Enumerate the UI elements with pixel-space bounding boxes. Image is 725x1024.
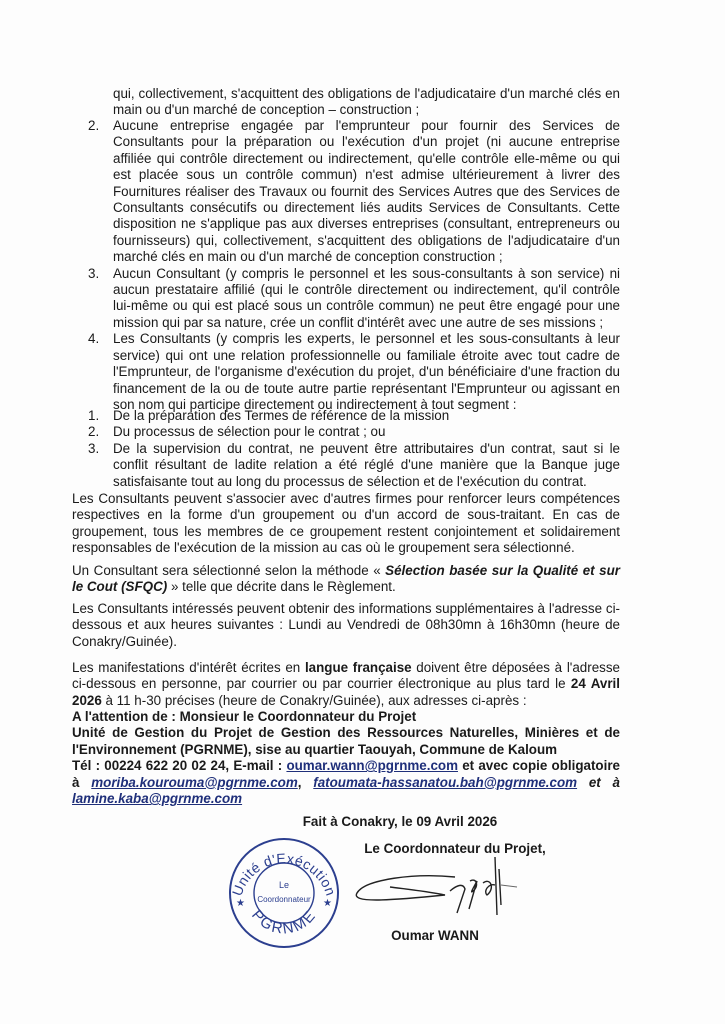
language: langue française [304,660,412,675]
list-item: 3. De la supervision du contrat, ne peuvent être attributaires d'un contrat, saut si le conflit résultant de ladite relation a été réglé d'une manière que la Banque juge satisfaisante tout au long du processus de sélection et de l'exécution du contrat. [88,440,620,489]
groupement-paragraph: Les Consultants peuvent s'associer avec d'autres firmes pour renforcer leurs compétences respectives en la forme d'un groupement ou d'un accord de sous-traitant. En cas de groupement, tous les membres de ce groupement restent conjointement et solidairement responsables de l'exécution de la mission au cas où le groupement sera sélectionné. [72,491,620,556]
continuation-text: qui, collectivement, s'acquittent des obligations de l'adjudicataire d'un marché clés en main ou d'un marché de conception – construction ; [113,86,620,118]
list-item: 1. De la préparation des Termes de référence de la mission [88,408,450,423]
segment-list [72,408,620,490]
svg-text:Coordonnateur: Coordonnateur [257,895,311,904]
svg-text:PGRNME: PGRNME [248,906,320,938]
email-link-cc1[interactable]: moriba.kourouma@pgrnme.com [91,774,298,790]
contact-line: Tél : 00224 622 20 02 24, E-mail : oumar.wann@pgrnme.com et avec copie obligatoire à moriba.kourouma@pgrnme.com, fatoumata-hassanatou.bah@pgrnme.com et à lamine.kaba@pgrnme.com [72,758,620,807]
signature-icon [345,855,520,925]
selection-method: Sélection basée sur la Qualité et sur le Cout (SFQC) [72,563,620,595]
svg-text:Le: Le [278,880,290,890]
list-item: 2. Du processus de sélection pour le contrat ; ou [88,424,386,440]
email-link-main[interactable]: oumar.wann@pgrnme.com [286,758,458,774]
svg-text:Unité d'Exécution: Unité d'Exécution [228,850,340,898]
attention-line: A l'attention de : Monsieur le Coordonnateur du Projet [72,709,417,724]
svg-text:★: ★ [323,898,332,909]
email-link-cc2[interactable]: fatoumata-hassanatou.bah@pgrnme.com [313,774,578,790]
address-block [72,709,620,807]
method-paragraph: Un Consultant sera sélectionné selon la méthode « Sélection basée sur la Qualité et sur le Cout (SFQC) » telle que décrite dans le Règlement. [72,563,620,595]
eligibility-list [72,118,620,413]
place-date: Fait à Conakry, le 09 Avril 2026 [302,814,498,829]
signatory-title: Le Coordonnateur du Projet, [364,841,546,856]
list-item: 2. Aucune entreprise engagée par l'emprunteur pour fournir des Services de Consultants pour la préparation ou l'exécution d'un projet (ni aucune entreprise affiliée qui contrôle directement ou indirectement, qu'elle contrôle elle-même ou qui est placée sous un contrôle commun) n'est admise ultérieurement à livrer des Fournitures réaliser des Travaux ou fournit des Services Autres que des Services de Consultants consécutifs ou directement liés audits Services de Consultants. Cette disposition ne s'applique pas aux diverses entreprises (consultant, entrepreneurs ou fournisseurs) qui, collectivement, s'acquittent des obligations de l'adjudicataire d'un marché clés en main ou d'un marché de conception construction ; [88,118,620,265]
signatory-name: Oumar WANN [391,928,479,943]
svg-text:★: ★ [236,898,245,909]
list-item: 3. Aucun Consultant (y compris le personnel et les sous-consultants à son service) ni aucun prestataire affilié (qui le contrôle directement ou indirectement, qu'il contrôle lui-même ou qui est placé sous un contrôle commun) ne peut être engagé pour une mission qui par sa nature, crée un conflit d'intérêt avec une autre de ses missions ; [88,265,620,330]
email-link-cc3[interactable]: lamine.kaba@pgrnme.com [72,791,243,807]
official-stamp-icon [227,836,341,950]
list-item: 4. Les Consultants (y compris les experts, le personnel et les sous-consultants à leur service) qui ont une relation professionnelle ou familiale étroite avec tout cadre de l'Emprunteur, de l'organisme d'exécution du projet, d'un bénéficiaire d'une fraction du financement de la ou de toute autre partie représentant l'Emprunteur ou agissant en son nom qui participe directement ou indirectement à tout segment : [88,331,620,412]
deadline-date: 24 Avril 2026 [72,676,620,708]
info-paragraph: Les Consultants intéressés peuvent obtenir des informations supplémentaires à l'adresse ci-dessous et aux heures suivantes : Lundi au Vendredi de 08h30mn à 16h30mn (heure de Conakry/Guinée). [72,601,620,649]
unit-address: Unité de Gestion du Projet de Gestion des Ressources Naturelles, Minières et de l'Environnement (PGRNME), sise au quartier Taouyah, Commune de Kaloum [72,725,620,757]
submission-paragraph: Les manifestations d'intérêt écrites en langue française doivent être déposées à l'adresse ci-dessous en personne, par courrier ou par courrier électronique au plus tard le 24 Avril 2026 à 11 h-30 précises (heure de Conakry/Guinée), aux adresses ci-après : [72,660,620,708]
